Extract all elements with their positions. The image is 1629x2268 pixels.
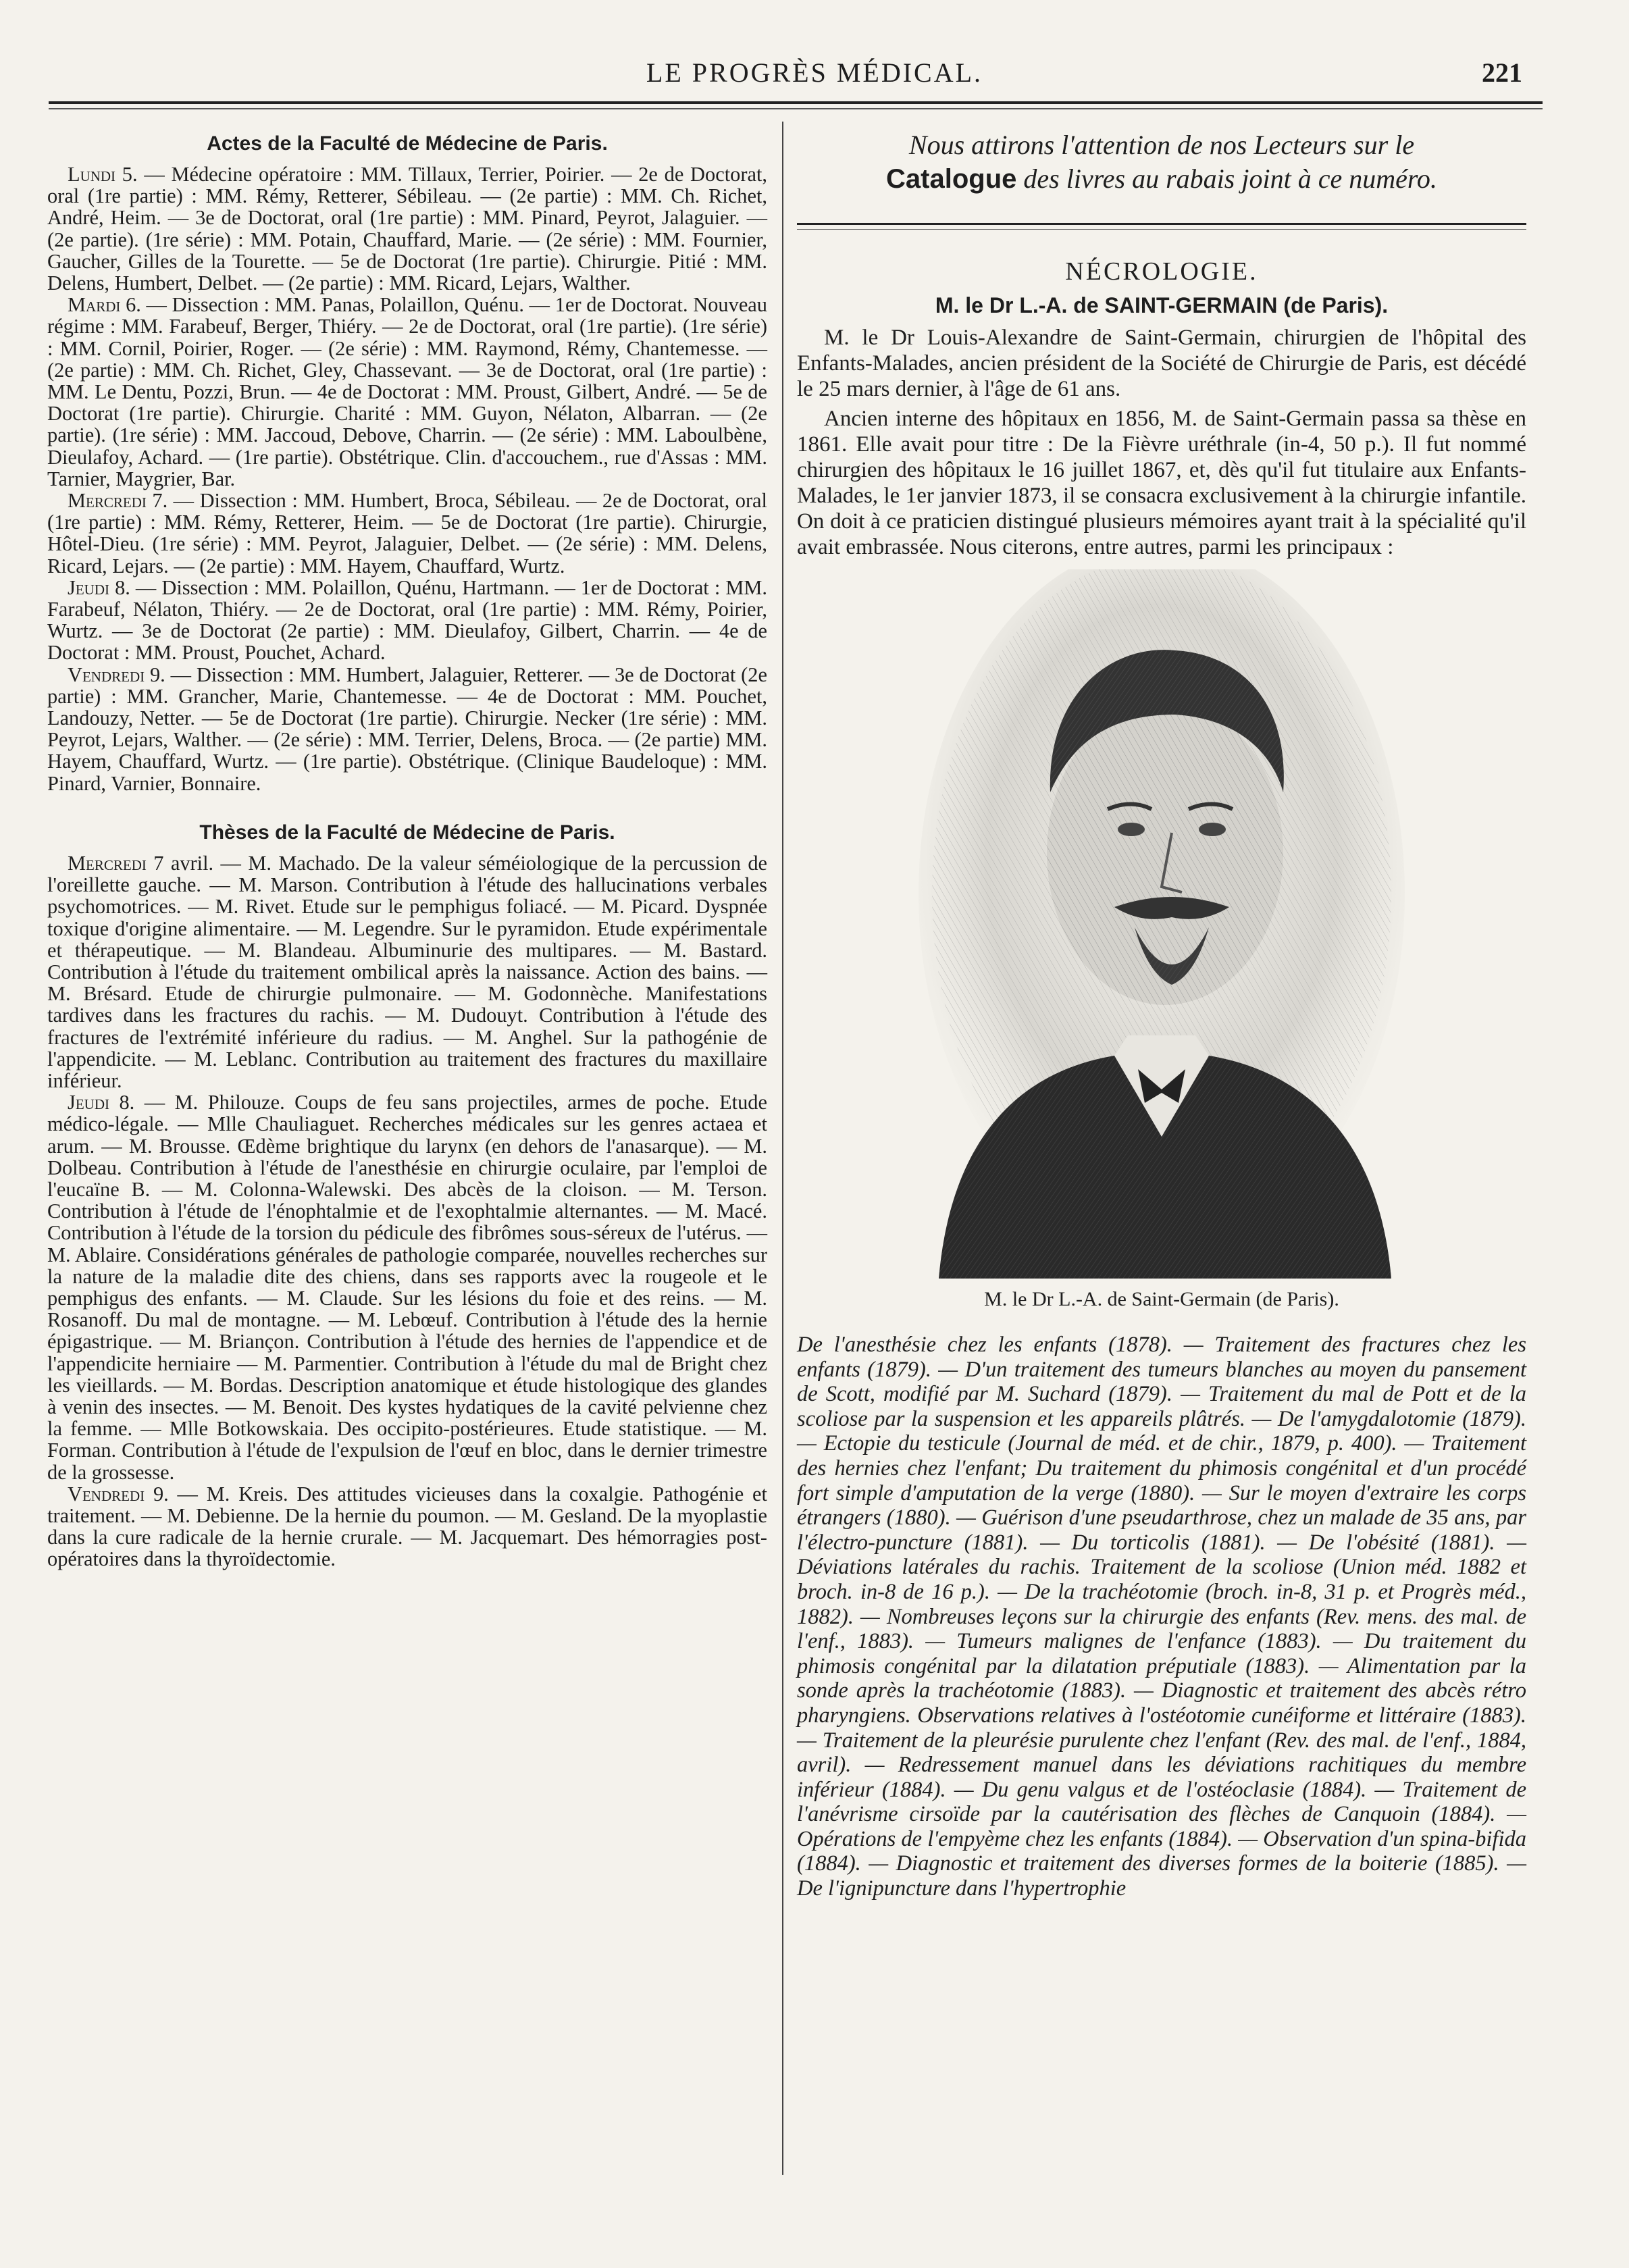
entry-text: 7 avril. — M. Machado. De la valeur séméiologique de la percussion de l'oreillette gauche. — M. Marson. Contribution à l'étude des hallucinations verbales psychomotrices. — M. Rivet. Etude sur le pemphigus foliacé. — M. Picard. Dyspnée toxique d'origine alimentaire. — M. Legendre. Sur le pyramidon. Etude expérimentale et thérapeutique. — M. Blandeau. Albuminurie des multipares. — M. Bastard. Contribution à l'étude du traitement ombilical après la naissance. Action des bains. — M. Brésard. Etude de chirurgie pulmonaire. — M. Godonnèche. Manifestations tardives dans les fractures du rachis. — M. Dudouyt. Contribution à l'étude des fractures de l'extrémité inférieure du radius. — M. Anghel. Sur la pathogénie de l'appendicite. — M. Leblanc. Contribution au traitement des fractures du maxillaire inférieur. bbox=[47, 851, 767, 1092]
entry-text: 8. — M. Philouze. Coups de feu sans projectiles, armes de poche. Etude médico-légale. — Mlle Chauliaguet. Recherches médicales sur les genres actaea et arum. — M. Brousse. Œdème brightique du larynx (en dehors de l'anasarque). — M. Dolbeau. Contribution à l'étude de l'anesthésie en chirurgie oculaire, par l'emploi de l'eucaïne B. — M. Colonna-Walewski. Des abcès de la cloison. — M. Terson. Contribution à l'étude de l'énophtalmie et de l'exophtalmie alternantes. — M. Macé. Contribution à l'étude de la torsion du pédicule des fibrômes sous-séreux de l'utérus. — M. Ablaire. Considérations générales de pathologie comparée, nouvelles recherches sur la nature de la maladie dite des chiens, dans ses rapports avec la rougeole et le pemphigus des enfants. — M. Claude. Sur les lésions du foie et des reins. — M. Rosanoff. Du mal de montagne. — M. Lebœuf. Contribution à l'étude des la hernie épigastrique. — M. Briançon. Contribution à l'étude des hernies de l'appendice et de l'appendicite herniaire — M. Parmentier. Contribution à l'étude du mal de Bright chez les vieillards. — M. Bordas. Description anatomique et étude histologique des glandes à venin des insectes. — M. Benoit. Des kystes hydatiques de la cavité pelvienne chez la femme. — Mlle Botkowskaia. Des occipito-postérieures. Etude statistique. — M. Forman. Contribution à l'étude de l'expulsion de l'œuf en bloc, dans le dernier trimestre de la grossesse. bbox=[47, 1091, 767, 1484]
entry-day: Mercredi bbox=[68, 489, 147, 513]
entry-day: Jeudi bbox=[68, 575, 109, 599]
portrait-engraving bbox=[912, 569, 1412, 1279]
section-rule-thin bbox=[797, 229, 1526, 230]
actes-entry-jeudi bbox=[47, 577, 767, 664]
left-column bbox=[47, 128, 767, 1570]
entry-text: 9. — Dissection : MM. Humbert, Jalaguier, Retterer. — 3e de Doctorat (2e partie) : MM. Grancher, Marie, Chantemesse. — 4e de Doctorat : MM. Pouchet, Landouzy, Netter. — 5e de Doctorat (1re partie). Chirurgie. Necker (1re série) : MM. Peyrot, Lejars, Walther. — (2e série) : MM. Terrier, Delens, Broca. — (2e partie) MM. Hayem, Chauffard, Wurtz. — (1re partie). Obstétrique. (Clinique Baudeloque) : MM. Pinard, Varnier, Bonnaire. bbox=[47, 663, 767, 795]
actes-entry-mardi bbox=[47, 294, 767, 490]
actes-entry-mercredi bbox=[47, 490, 767, 577]
section-rule bbox=[797, 223, 1526, 225]
catalogue-notice bbox=[797, 128, 1526, 196]
entry-text: 6. — Dissection : MM. Panas, Polaillon, Quénu. — 1er de Doctorat. Nouveau régime : MM. Farabeuf, Berger, Thiéry. — 2e de Doctorat, oral (1re partie). (1re série) : MM. Cornil, Poirier, Roger. — (2e série) : MM. Raymond, Rémy, Chantemesse. — (2e partie) : MM. Ch. Richet, Gley, Chassevant. — 3e de Doctorat, oral (1re partie) : MM. Le Dentu, Pozzi, Brun. — 4e de Doctorat : MM. Proust, Gilbert, André. — 5e de Doctorat (1re partie). Chirurgie. Charité : MM. Guyon, Nélaton, Albarran. — (2e partie). (1re série) : MM. Jaccoud, Debove, Charrin. — (2e série) : MM. Laboulbène, Dieulafoy, Achard. — (1re partie). Obstétrique. Clin. d'accouchem., rue d'Assas : MM. Tarnier, Maygrier, Bar. bbox=[47, 293, 767, 490]
notice-text-1: Nous attirons l'attention de nos Lecteurs sur le bbox=[908, 130, 1415, 160]
actes-heading: Actes de la Faculté de Médecine de Paris. bbox=[207, 132, 608, 155]
entry-day: Vendredi bbox=[68, 1482, 145, 1505]
running-header-title: LE PROGRÈS MÉDICAL. bbox=[646, 57, 983, 88]
header-rule bbox=[49, 101, 1543, 104]
theses-entry-jeudi bbox=[47, 1091, 767, 1483]
entry-day: Vendredi bbox=[68, 663, 145, 686]
right-column bbox=[797, 128, 1526, 1901]
entry-text: 7. — Dissection : MM. Humbert, Broca, Sébileau. — 2e de Doctorat, oral (1re partie) : MM. Rémy, Retterer, Heim. — 5e de Doctorat (1re partie). Chirurgie, Hôtel-Dieu. (1re série) : MM. Peyrot, Jalaguier, Delbet. — (2e série) : MM. Delens, Ricard, Lejars. — (2e partie) : MM. Hayem, Chauffard, Wurtz. bbox=[47, 489, 767, 577]
entry-day: Lundi bbox=[68, 163, 116, 186]
theses-heading: Thèses de la Faculté de Médecine de Paris. bbox=[199, 821, 615, 844]
entry-text: 5. — Médecine opératoire : MM. Tillaux, Terrier, Poirier. — 2e de Doctorat, oral (1re partie) : MM. Rémy, Retterer, Sébileau. — (2e partie) : MM. Ch. Richet, André, Heim. — 3e de Doctorat, oral (1re partie) : MM. Pinard, Peyrot, Jalaguier. — (2e partie). (1re série) : MM. Potain, Chauffard, Marie. — (2e série) : MM. Fournier, Gaucher, Gilles de la Tourette. — 5e de Doctorat (1re partie). Chirurgie. Pitié : MM. Delens, Humbert, Delbet. — (2e partie) : MM. Ricard, Lejars, Walther. bbox=[47, 163, 767, 295]
obituary-paragraph-1: M. le Dr Louis-Alexandre de Saint-Germain, chirurgien de l'hôpital des Enfants-Malades, ancien président de la Société de Chirurgie de Paris, est décédé le 25 mars dernier, à l'âge de 61 ans. bbox=[797, 326, 1526, 401]
page-number: 221 bbox=[1482, 57, 1522, 88]
theses-entry-mercredi bbox=[47, 852, 767, 1091]
bibliography-list: De l'anesthésie chez les enfants (1878). — Traitement des fractures chez les enfants (1879). — D'un traitement des tumeurs blanches au moyen du pansement de Scott, modifié par M. Suchard (1879). — Traitement du mal de Pott et de la scoliose par la suspension et les appareils plâtrés. — De l'amygdalotomie (1879). — Ectopie du testicule (Journal de méd. et de chir., 1879, p. 400). — Traitement des hernies chez l'enfant; Du traitement du phimosis congénital et d'un procédé fort simple d'amputation de la verge (1880). — Sur le moyen d'extraire les corps étrangers (1880). — Guérison d'une pseudarthrose, chez un malade de 35 ans, par l'électro-puncture (1881). — Du torticolis (1881). — De l'obésité (1881). — Déviations latérales du rachis. Traitement de la scoliose (Union méd. 1882 et broch. in-8 de 16 p.). — De la trachéotomie (broch. in-8, 31 p. et Progrès méd., 1882). — Nombreuses leçons sur la chirurgie des enfants (Rev. mens. des mal. de l'enf., 1883). — Tumeurs malignes de l'enfance (1883). — Du traitement du phimosis congénital par la dilatation préputiale (1883). — Alimentation par la sonde après la trachéotomie (1883). — Diagnostic et traitement des abcès rétro pharyngiens. Observations relatives à l'ostéotomie cunéiforme et littéraire (1883). — Traitement de la pleurésie purulente chez l'enfant (Rev. des mal. de l'enf., 1884, avril). — Redressement manuel dans les déviations rachitiques du membre inférieur (1884). — Du genu valgus et de l'ostéoclasie (1884). — Traitement de l'anévrisme cirsoïde par la cautérisation des flèches de Canquoin (1884). — Opérations de l'empyème chez les enfants (1884). — Observation d'un spina-bifida (1884). — Diagnostic et traitement des diverses formes de la boiterie (1885). — De l'ignipuncture dans l'hypertrophie bbox=[797, 1333, 1526, 1901]
actes-entry-lundi bbox=[47, 163, 767, 294]
necrology-subtitle: M. le Dr L.-A. de SAINT-GERMAIN (de Paris). bbox=[935, 293, 1389, 317]
obituary-paragraph-2: Ancien interne des hôpitaux en 1856, M. de Saint-Germain passa sa thèse en 1861. Elle avait pour titre : De la Fièvre uréthrale (in-4, 50 p.). Il fut nommé chirurgien des hôpitaux le 16 juillet 1867, et, dès qu'il fut titulaire aux Enfants-Malades, le 1er janvier 1873, il se consacra exclusivement à la chirurgie infantile. On doit à ce praticien distingué plusieurs mémoires ayant trait à la spécialité qu'il avait embrassée. Nous citerons, entre autres, parmi les principaux : bbox=[797, 407, 1526, 559]
header-rule-thin bbox=[49, 108, 1543, 109]
necrology-title: NÉCROLOGIE. bbox=[1065, 257, 1258, 286]
notice-catalogue-word: Catalogue bbox=[886, 164, 1017, 194]
portrait-illustration bbox=[912, 569, 1412, 1279]
notice-text-2: des livres au rabais joint à ce numéro. bbox=[1023, 163, 1437, 194]
actes-entry-vendredi bbox=[47, 664, 767, 794]
entry-day: Jeudi bbox=[68, 1091, 109, 1114]
entry-text: 8. — Dissection : MM. Polaillon, Quénu, Hartmann. — 1er de Doctorat : MM. Farabeuf, Nélaton, Thiéry. — 2e de Doctorat, oral (1re partie) : MM. Rémy, Poirier, Wurtz. — 3e de Doctorat (2e partie) : MM. Dieulafoy, Gilbert, Charrin. — 4e de Doctorat : MM. Proust, Pouchet, Achard. bbox=[47, 575, 767, 665]
entry-day: Mercredi bbox=[68, 851, 147, 875]
entry-text: 9. — M. Kreis. Des attitudes vicieuses dans la coxalgie. Pathogénie et traitement. — M. Debienne. De la hernie du poumon. — M. Gesland. De la myoplastie dans la cure radicale de la hernie crurale. — M. Jacquemart. Des hémorragies post-opératoires dans la thyroïdectomie. bbox=[47, 1482, 767, 1571]
entry-day: Mardi bbox=[68, 293, 121, 317]
portrait-caption: M. le Dr L.-A. de Saint-Germain (de Paris). bbox=[984, 1288, 1339, 1310]
theses-entry-vendredi bbox=[47, 1483, 767, 1570]
column-divider bbox=[782, 122, 783, 2175]
